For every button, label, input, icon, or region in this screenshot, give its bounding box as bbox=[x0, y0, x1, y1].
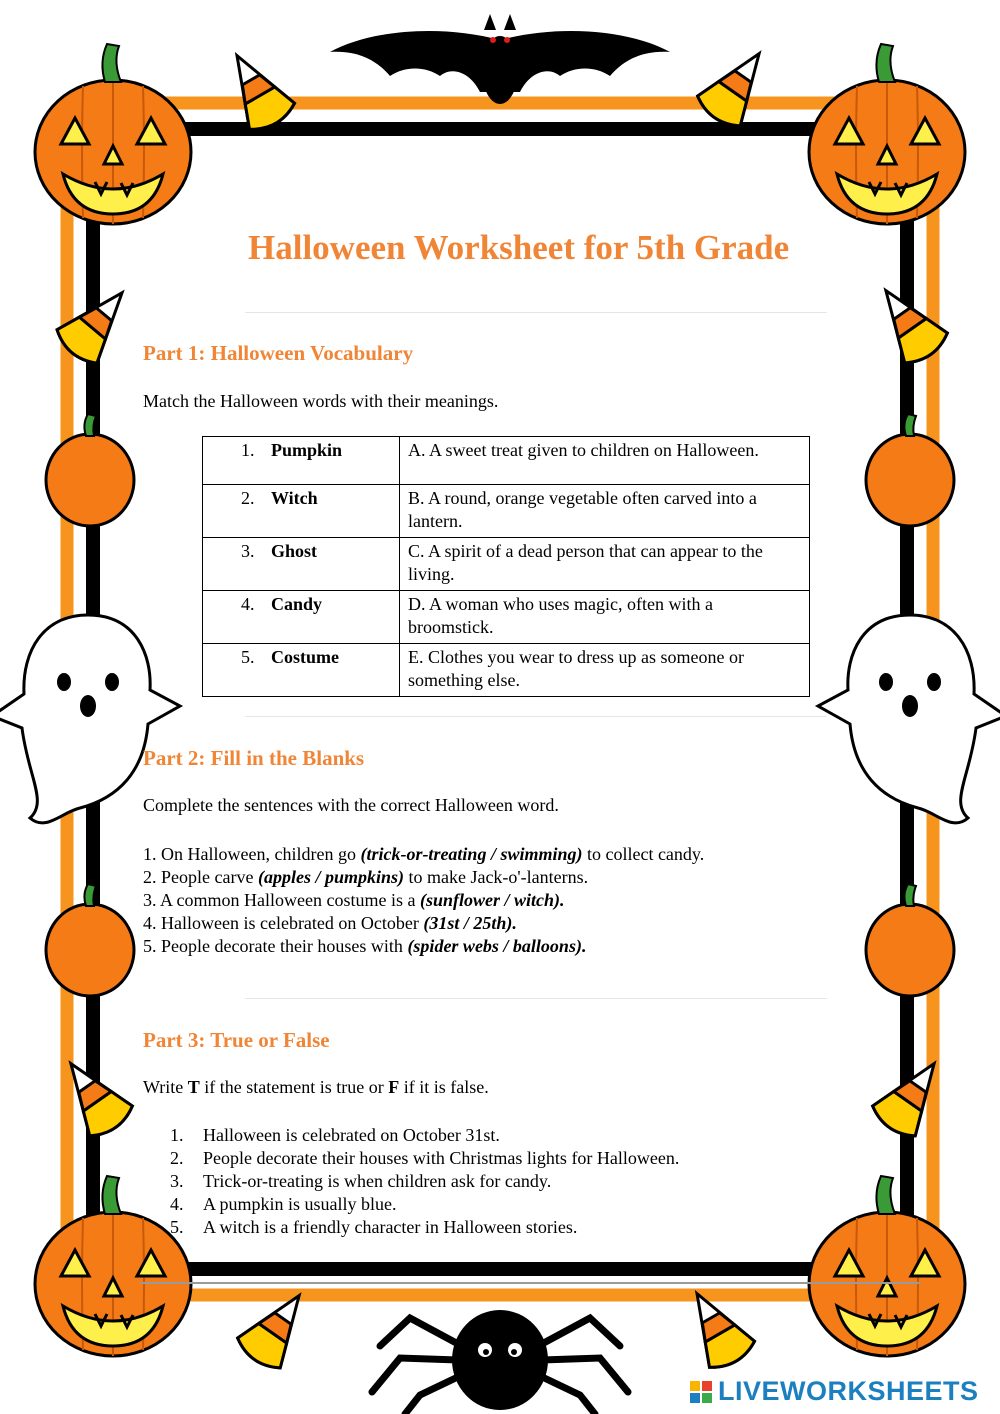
list-item bbox=[170, 1193, 679, 1216]
row-number: 3. bbox=[241, 541, 255, 561]
vocab-meaning: D. A woman who uses magic, often with a broomstick. bbox=[400, 591, 810, 644]
sentence-text: 3. A common Halloween costume is a bbox=[143, 890, 420, 910]
statement-text: People decorate their houses with Christmas lights for Halloween. bbox=[203, 1148, 680, 1168]
sentence bbox=[143, 866, 704, 889]
item-number: 4. bbox=[170, 1194, 184, 1214]
answer-choice: (sunflower / witch). bbox=[419, 890, 565, 910]
fill-in-list bbox=[143, 843, 704, 958]
divider bbox=[245, 312, 827, 313]
brand-text: LIVEWORKSHEETS bbox=[718, 1376, 979, 1406]
vocab-meaning: C. A spirit of a dead person that can appear to the living. bbox=[400, 538, 810, 591]
jack-o-lantern-icon bbox=[809, 44, 965, 224]
answer-choice: (apples / pumpkins) bbox=[257, 867, 404, 887]
statement-text: Trick-or-treating is when children ask for candy. bbox=[203, 1171, 552, 1191]
pumpkin-icon bbox=[46, 884, 134, 996]
sentence bbox=[143, 843, 704, 866]
table-row bbox=[203, 644, 810, 697]
answer-choice: (31st / 25th). bbox=[423, 913, 517, 933]
sentence-text: 4. Halloween is celebrated on October bbox=[143, 913, 424, 933]
jack-o-lantern-icon bbox=[35, 44, 191, 224]
part3-instruction: Write T if the statement is true or F if it is false. bbox=[143, 1077, 489, 1097]
sentence-text: 2. People carve bbox=[143, 867, 258, 887]
ghost-icon bbox=[0, 615, 180, 823]
pumpkin-icon bbox=[866, 884, 954, 996]
divider bbox=[245, 716, 827, 717]
sentence-text: 5. People decorate their houses with bbox=[143, 936, 408, 956]
vocab-meaning: A. A sweet treat given to children on Halloween. bbox=[400, 437, 810, 485]
statement-text: A witch is a friendly character in Halloween stories. bbox=[203, 1217, 578, 1237]
divider bbox=[140, 1282, 920, 1284]
sentence-text: 1. On Halloween, children go bbox=[143, 844, 361, 864]
spider-icon bbox=[372, 1310, 628, 1414]
part2-instruction: Complete the sentences with the correct Halloween word. bbox=[143, 795, 559, 815]
item-number: 2. bbox=[170, 1148, 184, 1168]
part3-heading: Part 3: True or False bbox=[143, 1028, 330, 1052]
statement-text: Halloween is celebrated on October 31st. bbox=[203, 1125, 500, 1145]
sentence bbox=[143, 912, 704, 935]
item-number: 5. bbox=[170, 1217, 184, 1237]
vocab-meaning: E. Clothes you wear to dress up as someone or something else. bbox=[400, 644, 810, 697]
vocab-word: Witch bbox=[271, 488, 318, 508]
row-number: 4. bbox=[241, 594, 255, 614]
row-number: 2. bbox=[241, 488, 255, 508]
table-row bbox=[203, 437, 810, 485]
sentence bbox=[143, 935, 704, 958]
row-number: 5. bbox=[241, 647, 255, 667]
statement-text: A pumpkin is usually blue. bbox=[203, 1194, 397, 1214]
pumpkin-icon bbox=[866, 414, 954, 526]
jack-o-lantern-icon bbox=[35, 1176, 191, 1356]
sentence-text: to collect candy. bbox=[582, 844, 705, 864]
list-item bbox=[170, 1147, 679, 1170]
page-title: Halloween Worksheet for 5th Grade bbox=[248, 228, 790, 267]
sentence-text: to make Jack-o'-lanterns. bbox=[403, 867, 589, 887]
vocab-word: Pumpkin bbox=[271, 440, 343, 460]
list-item bbox=[170, 1170, 679, 1193]
table-row bbox=[203, 591, 810, 644]
bat-icon bbox=[330, 14, 670, 104]
ghost-icon bbox=[818, 615, 1000, 823]
table-row bbox=[203, 538, 810, 591]
part1-instruction: Match the Halloween words with their meanings. bbox=[143, 391, 499, 411]
list-item bbox=[170, 1216, 679, 1239]
part2-heading: Part 2: Fill in the Blanks bbox=[143, 746, 365, 770]
true-false-list bbox=[170, 1124, 679, 1239]
sentence bbox=[143, 889, 704, 912]
vocab-word: Ghost bbox=[271, 541, 318, 561]
item-number: 3. bbox=[170, 1171, 184, 1191]
item-number: 1. bbox=[170, 1125, 184, 1145]
liveworksheets-logo-icon bbox=[690, 1381, 712, 1403]
divider bbox=[245, 998, 827, 999]
vocab-word: Candy bbox=[271, 594, 323, 614]
table-row bbox=[203, 485, 810, 538]
answer-choice: (trick-or-treating / swimming) bbox=[360, 844, 583, 864]
answer-choice: (spider webs / balloons). bbox=[407, 936, 587, 956]
jack-o-lantern-icon bbox=[809, 1176, 965, 1356]
part1-heading: Part 1: Halloween Vocabulary bbox=[143, 341, 414, 365]
row-number: 1. bbox=[241, 440, 255, 460]
vocabulary-table bbox=[202, 436, 810, 697]
vocab-word: Costume bbox=[271, 647, 339, 667]
vocab-meaning: B. A round, orange vegetable often carved into a lantern. bbox=[400, 485, 810, 538]
pumpkin-icon bbox=[46, 414, 134, 526]
liveworksheets-logo[interactable] bbox=[690, 1376, 990, 1407]
list-item bbox=[170, 1124, 679, 1147]
